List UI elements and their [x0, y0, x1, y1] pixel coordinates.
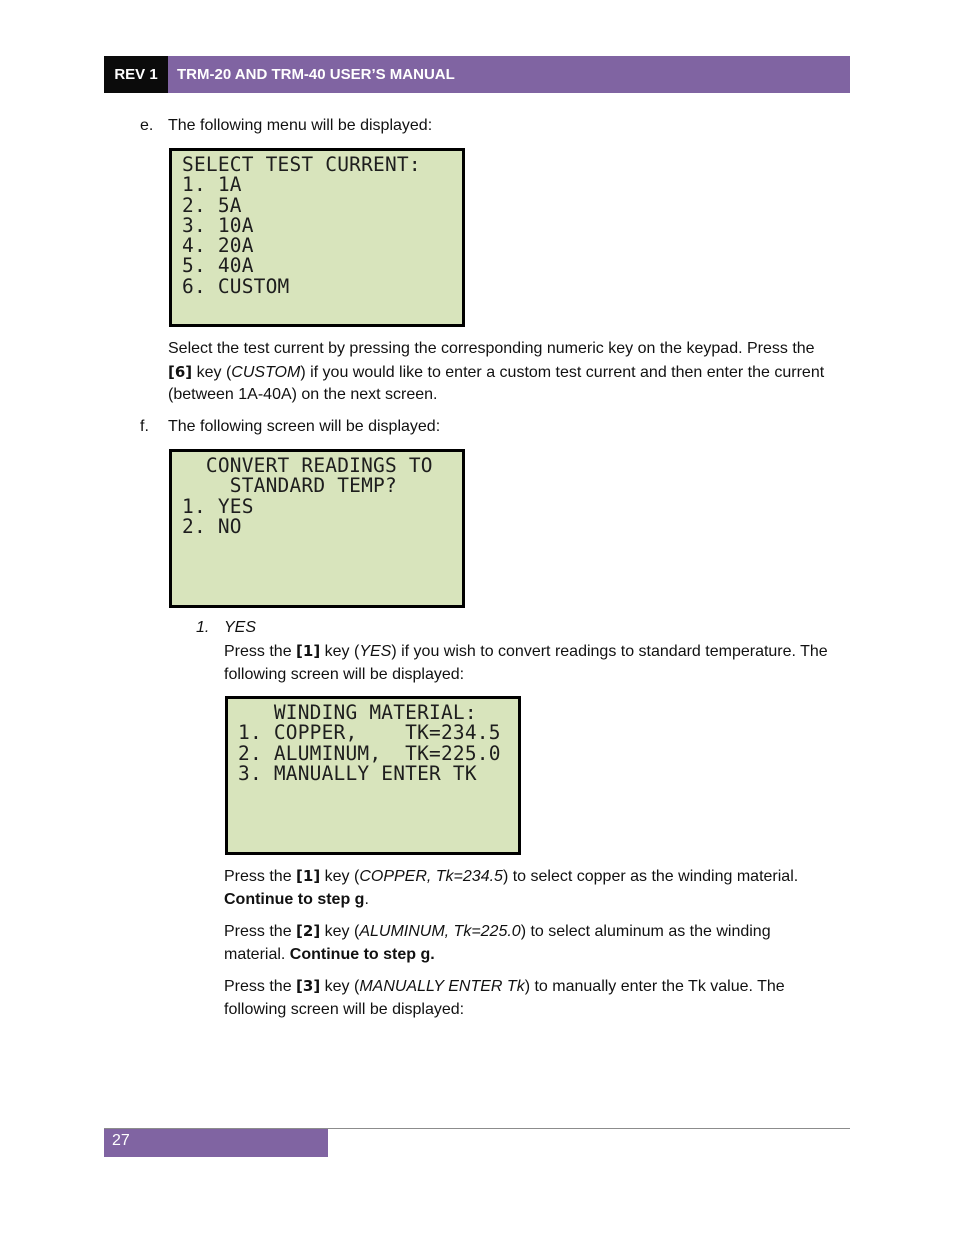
- lcd-line: SELECT TEST CURRENT:: [182, 153, 421, 176]
- lcd-line: 5. 40A: [182, 254, 254, 278]
- lcd-line: 2. ALUMINUM, TK=225.0: [238, 741, 501, 765]
- lcd-line: STANDARD TEMP?: [182, 474, 397, 498]
- step-f-marker: f.: [140, 418, 149, 435]
- step-e-intro: The following menu will be displayed:: [168, 117, 433, 134]
- key-3: [3]: [296, 977, 321, 995]
- revision-label: REV 1: [104, 56, 168, 93]
- key-2: [2]: [296, 922, 321, 940]
- manual-title: TRM-20 AND TRM-40 USER’S MANUAL: [168, 56, 850, 93]
- lcd-line: 4. 20A: [182, 234, 254, 258]
- lcd-line: 3. MANUALLY ENTER TK: [238, 761, 477, 785]
- lcd-line: 3. 10A: [182, 213, 254, 237]
- key-6: [6]: [168, 362, 193, 381]
- lcd-line: 2. NO: [182, 514, 242, 538]
- lcd-line: 1. 1A: [182, 173, 242, 197]
- step-e-marker: e.: [140, 117, 154, 134]
- sub-item-heading: YES: [224, 619, 257, 636]
- aluminum-instruction: Press the [2] key (ALUMINUM, Tk=225.0) to select aluminum as the winding material. Continue to step g.: [224, 922, 771, 963]
- lcd-line: 2. 5A: [182, 193, 242, 217]
- page-header: [104, 56, 850, 93]
- lcd-line: WINDING MATERIAL:: [238, 701, 477, 724]
- key-1: [1]: [296, 642, 321, 660]
- manual-instruction: Press the [3] key (MANUALLY ENTER Tk) to manually enter the Tk value. The following screen will be displayed:: [224, 977, 785, 1018]
- page-number: 27: [104, 1129, 328, 1157]
- yes-description: Press the [1] key (YES) if you wish to convert readings to standard temperature. The following screen will be displayed:: [224, 642, 828, 683]
- lcd-select-test-current: [169, 148, 465, 327]
- lcd-winding-material: [225, 696, 521, 855]
- lcd-line: CONVERT READINGS TO: [182, 454, 433, 477]
- lcd-line: 1. YES: [182, 494, 254, 518]
- copper-instruction: Press the [1] key (COPPER, Tk=234.5) to select copper as the winding material. Continue to step g.: [224, 867, 799, 908]
- lcd-convert-readings: [169, 449, 465, 608]
- lcd-line: 1. COPPER, TK=234.5: [238, 721, 501, 745]
- sub-item-marker: 1.: [196, 619, 210, 636]
- step-e-description: Select the test current by pressing the corresponding numeric key on the keypad. Press the [6] key (CUSTOM) if you would like to enter a custom test current and then enter the current (between 1A-40A) on the next screen.: [168, 340, 825, 403]
- lcd-line: 6. CUSTOM: [182, 274, 290, 298]
- step-f-intro: The following screen will be displayed:: [168, 418, 441, 435]
- key-1: [1]: [296, 867, 321, 885]
